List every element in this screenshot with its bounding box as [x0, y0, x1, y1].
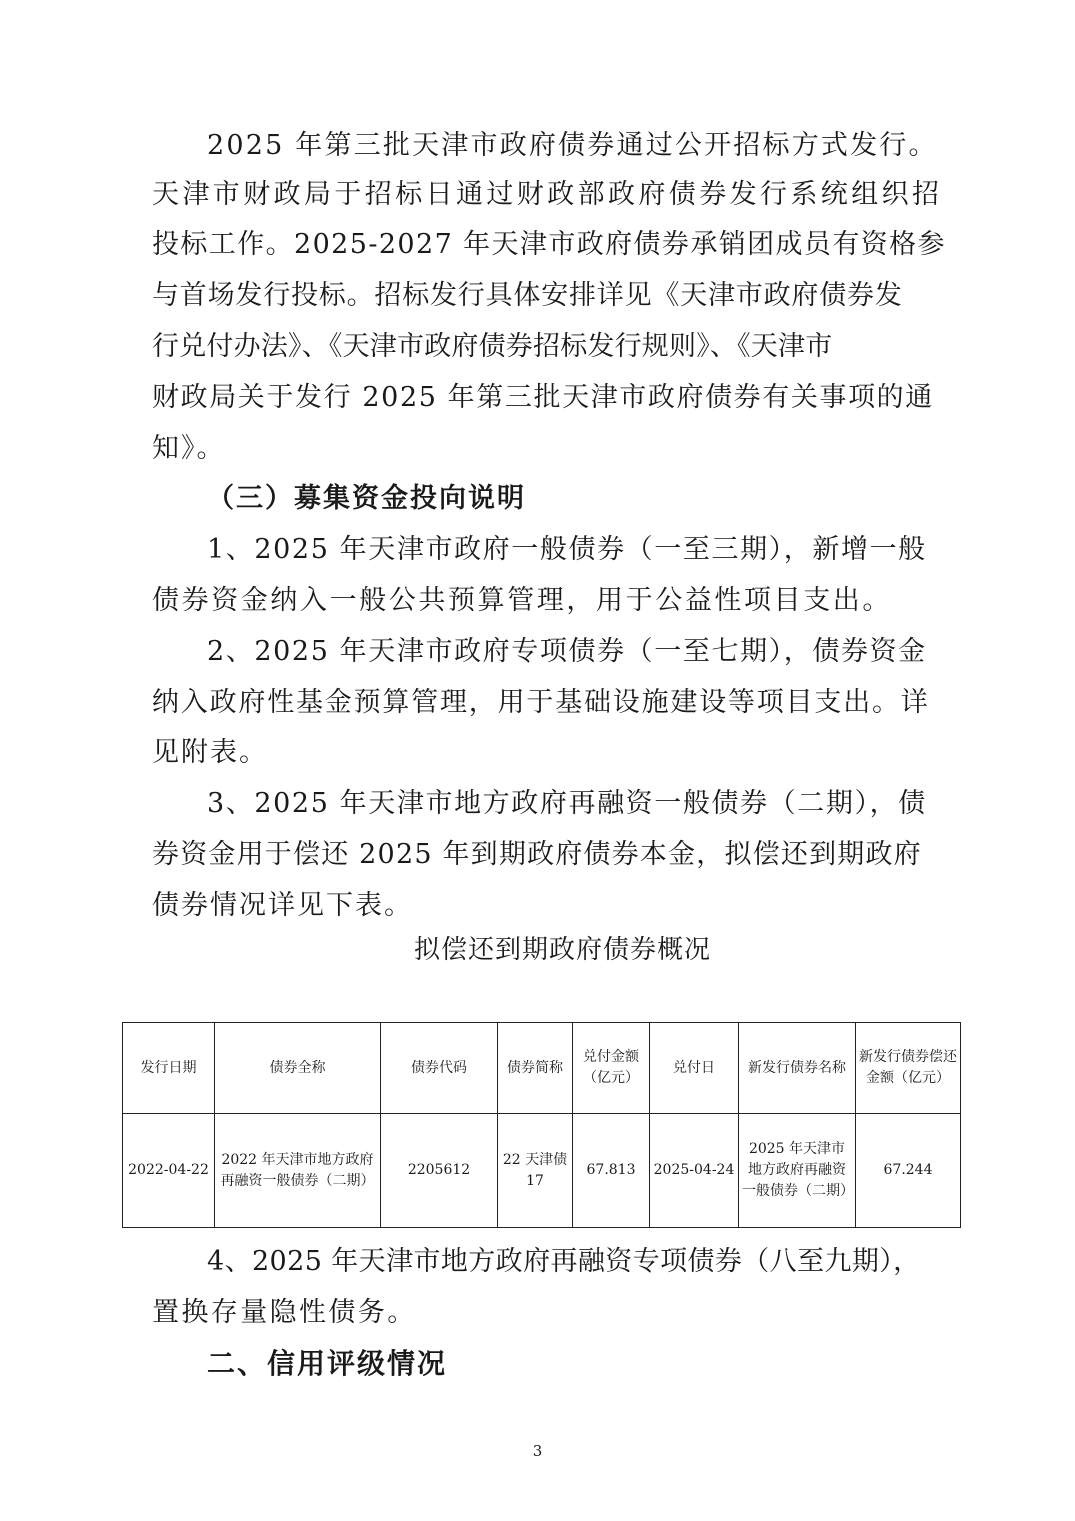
paragraph-line: 债券资金纳入一般公共预算管理，用于公益性项目支出。: [152, 585, 892, 616]
paragraph-line: 3、2025 年天津市地方政府再融资一般债券（二期），债: [207, 788, 927, 819]
paragraph-line: 券资金用于偿还 2025 年到期政府债券本金，拟偿还到期政府: [152, 839, 922, 870]
paragraph-line: 知》。: [152, 433, 226, 464]
repayment-bonds-table: [122, 1022, 961, 1228]
paragraph-line: 置换存量隐性债务。: [152, 1297, 417, 1328]
paragraph-line: 纳入政府性基金预算管理，用于基础设施建设等项目支出。详: [152, 687, 930, 718]
column-header: 兑付日: [650, 1023, 739, 1114]
paragraph-line: 财政局关于发行 2025 年第三批天津市政府债券有关事项的通: [152, 382, 934, 413]
paragraph-line: 1、2025 年天津市政府一般债券（一至三期），新增一般: [207, 534, 927, 565]
table-cell: 67.813: [573, 1114, 650, 1228]
table-cell: 2022 年天津市地方政府再融资一般债券（二期）: [215, 1114, 381, 1228]
column-header: 新发行债券偿还金额（亿元）: [856, 1023, 961, 1114]
table-row: [123, 1114, 961, 1228]
column-header: 债券全称: [215, 1023, 381, 1114]
paragraph-line: 投标工作。2025-2027 年天津市政府债券承销团成员有资格参: [152, 229, 946, 260]
column-header: 发行日期: [123, 1023, 215, 1114]
paragraph-line: 行兑付办法》、《天津市政府债券招标发行规则》、《天津市: [152, 331, 833, 362]
section-heading: （三）募集资金投向说明: [207, 483, 526, 514]
table-cell: 2025-04-24: [650, 1114, 739, 1228]
paragraph-line: 2、2025 年天津市政府专项债券（一至七期），债券资金: [207, 636, 927, 667]
table-header-row: [123, 1023, 961, 1114]
paragraph-line: 与首场发行投标。招标发行具体安排详见《天津市政府债券发: [152, 280, 903, 311]
column-header: 债券代码: [381, 1023, 498, 1114]
paragraph-line: 天津市财政局于招标日通过财政部政府债券发行系统组织招: [152, 179, 943, 210]
table-cell: 2025 年天津市地方政府再融资一般债券（二期）: [739, 1114, 856, 1228]
paragraph-line: 4、2025 年天津市地方政府再融资专项债券（八至九期），: [207, 1246, 921, 1277]
page-number: 3: [532, 1442, 543, 1460]
table-cell: 2022-04-22: [123, 1114, 215, 1228]
paragraph-line: 债券情况详见下表。: [152, 890, 413, 921]
column-header: 债券简称: [498, 1023, 573, 1114]
section-title: 二、信用评级情况: [207, 1347, 448, 1380]
column-header: 新发行债券名称: [739, 1023, 856, 1114]
column-header: 兑付金额（亿元）: [573, 1023, 650, 1114]
paragraph-line: 2025 年第三批天津市政府债券通过公开招标方式发行。: [207, 130, 938, 161]
table-caption: 拟偿还到期政府债券概况: [414, 935, 712, 965]
table-cell: 22 天津债 17: [498, 1114, 573, 1228]
table-cell: 2205612: [381, 1114, 498, 1228]
paragraph-line: 见附表。: [152, 737, 268, 768]
table-cell: 67.244: [856, 1114, 961, 1228]
